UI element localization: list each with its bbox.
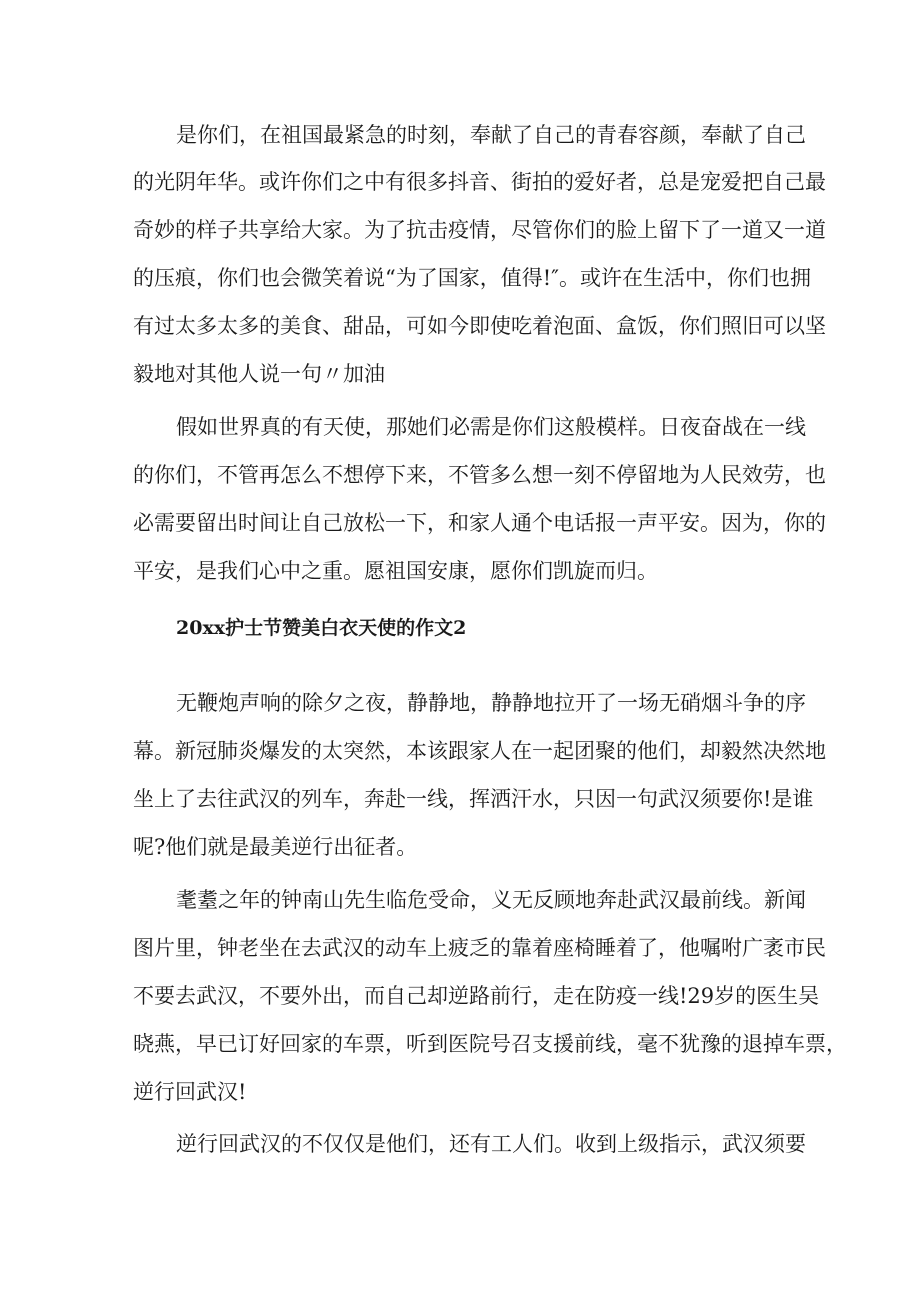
- paragraph-line: 的光阴年华。或许你们之中有很多抖音、街拍的爱好者，总是宠爱把自己最: [133, 170, 826, 194]
- paragraph-line: 的压痕，你们也会微笑着说“为了国家，值得!″。或许在生活中，你们也拥: [133, 266, 812, 290]
- paragraph-line: 逆行回武汉的不仅仅是他们，还有工人们。收到上级指示，武汉须要: [176, 1132, 806, 1156]
- paragraph-line: 晓燕，早已订好回家的车票，听到医院号召支援前线，毫不犹豫的退掉车票，: [133, 1032, 847, 1056]
- paragraph-line: 必需要留出时间让自己放松一下，和家人通个电话报一声平安。因为，你的: [133, 511, 826, 535]
- paragraph-line: 是你们，在祖国最紧急的时刻，奉献了自己的青春容颜，奉献了自己: [176, 123, 806, 147]
- paragraph-line: 有过太多太多的美食、甜品，可如今即使吃着泡面、盒饭，你们照旧可以坚: [133, 314, 826, 338]
- paragraph-line: 逆行回武汉!: [133, 1080, 247, 1104]
- paragraph-line: 平安，是我们心中之重。愿祖国安康，愿你们凯旋而归。: [133, 559, 658, 583]
- paragraph-line: 无鞭炮声响的除夕之夜，静静地，静静地拉开了一场无硝烟斗争的序: [176, 691, 806, 715]
- section-heading: 20xx护士节赞美白衣天使的作文2: [176, 617, 467, 639]
- paragraph-line: 不要去武汉，不要外出，而自己却逆路前行，走在防疫一线!29岁的医生吴: [133, 984, 820, 1008]
- paragraph-line: 奇妙的样子共享给大家。为了抗击疫情，尽管你们的脸上留下了一道又一道: [133, 218, 826, 242]
- paragraph-line: 呢?他们就是最美逆行出征者。: [133, 835, 418, 859]
- paragraph-line: 图片里，钟老坐在去武汉的动车上疲乏的靠着座椅睡着了，他嘱咐广袤市民: [133, 936, 826, 960]
- paragraph-line: 耄耋之年的钟南山先生临危受命，义无反顾地奔赴武汉最前线。新闻: [176, 888, 806, 912]
- paragraph-line: 坐上了去往武汉的列车，奔赴一线，挥洒汗水，只因一句武汉须要你!是谁: [133, 787, 814, 811]
- paragraph-line: 的你们，不管再怎么不想停下来，不管多么想一刻不停留地为人民效劳，也: [133, 463, 826, 487]
- paragraph-line: 假如世界真的有天使，那她们必需是你们这般模样。日夜奋战在一线: [176, 415, 806, 439]
- paragraph-line: 幕。新冠肺炎爆发的太突然，本该跟家人在一起团聚的他们，却毅然决然地: [133, 739, 826, 763]
- paragraph-line: 毅地对其他人说一句〃加油: [133, 362, 385, 386]
